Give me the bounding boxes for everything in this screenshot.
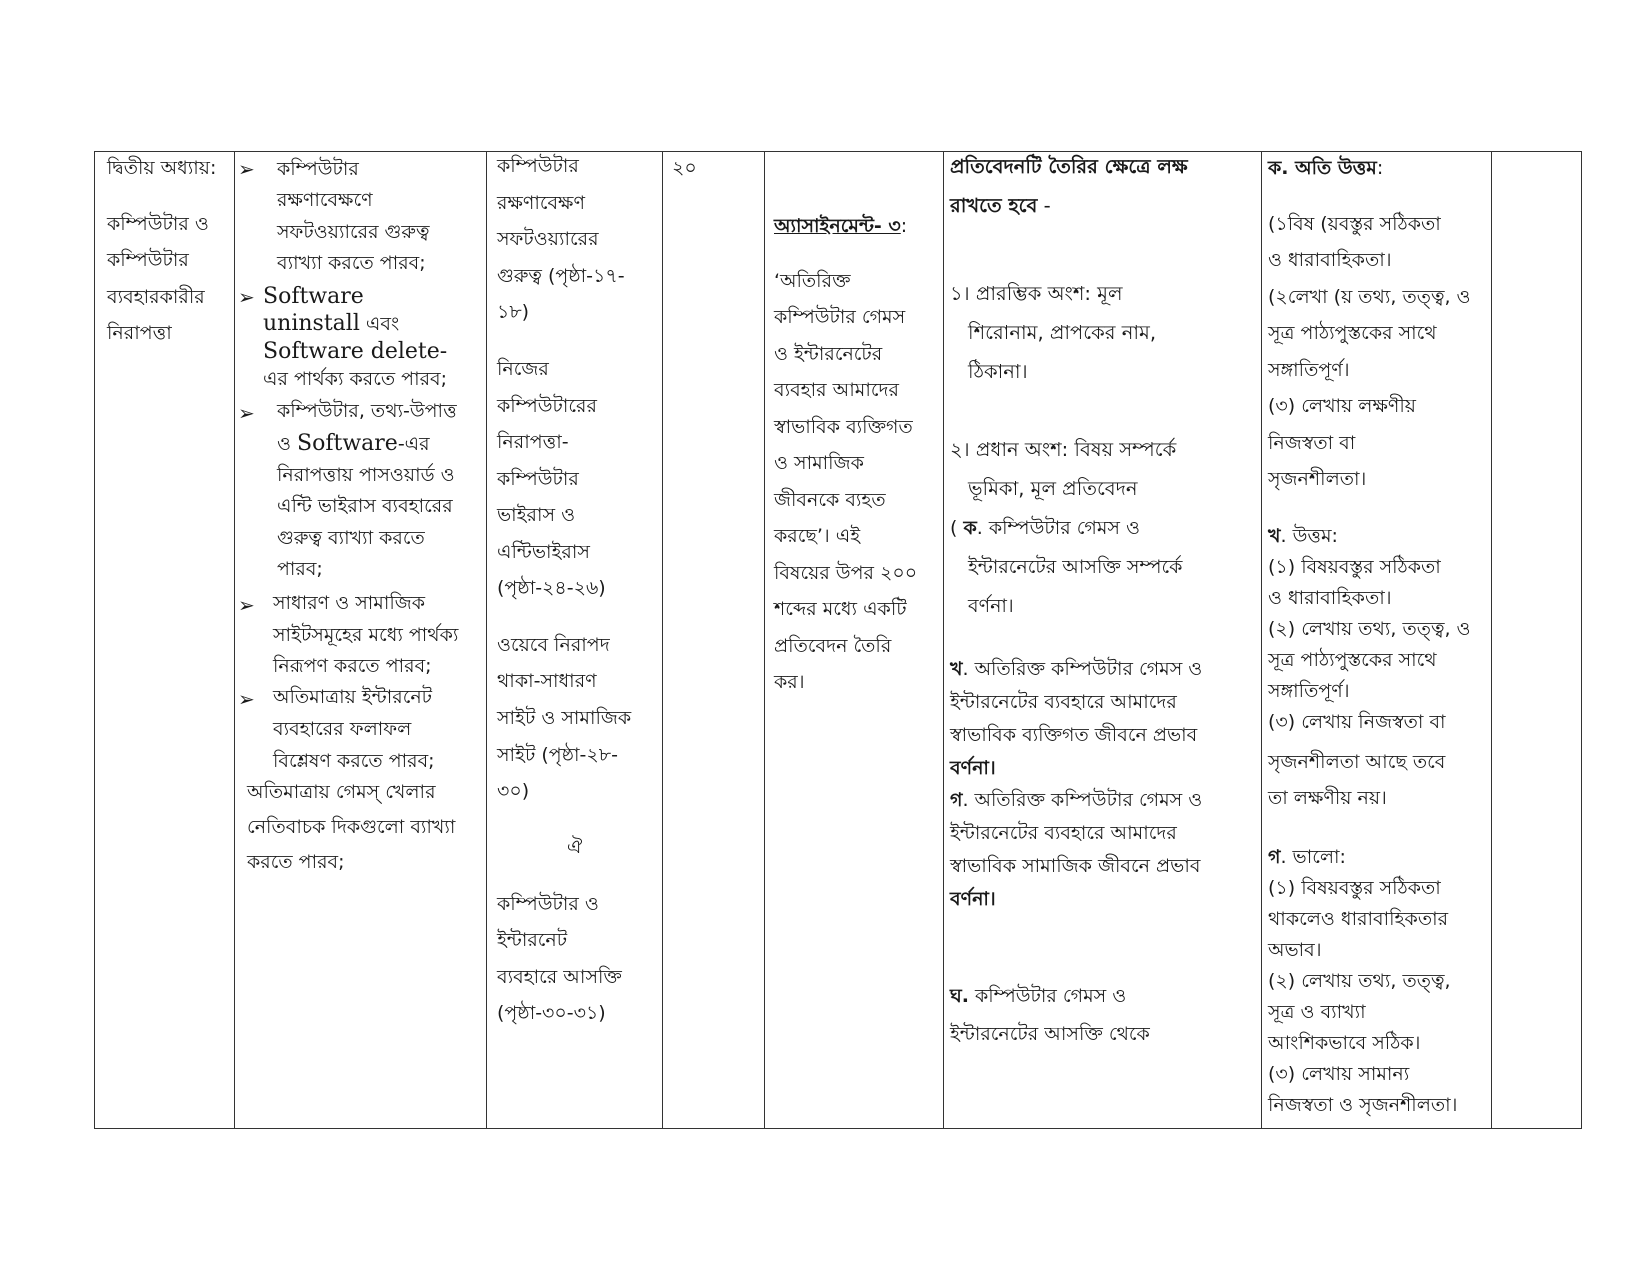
conjunction-text: ও — [277, 433, 291, 455]
col-border — [234, 151, 235, 1129]
col-border — [1581, 151, 1582, 1129]
outcome-line: সাইটসমূহের মধ্যে পার্থক্য — [273, 624, 459, 646]
content-line: সাইট ও সামাজিক — [497, 707, 632, 729]
guideline-line: বর্ণনা। — [968, 595, 1014, 617]
assignment-line: জীবনকে ব্যহত — [774, 489, 886, 511]
guideline-line: খ. অতিরিক্ত কম্পিউটার গেমস ও — [950, 658, 1203, 680]
rubric-line: (১) বিষয়বস্তুর সঠিকতা — [1268, 877, 1441, 899]
conjunction-text: এবং — [365, 313, 400, 335]
content-line: (পৃষ্ঠা-৩০-৩১) — [497, 1002, 606, 1024]
content-line: থাকা-সাধারণ — [497, 670, 597, 692]
content-line: ৩০) — [497, 780, 530, 802]
content-line: ইন্টারনেট — [497, 929, 568, 951]
content-line: ওয়েবে নিরাপদ — [497, 634, 610, 656]
rubric-line: সূত্র ও ব্যাখ্যা — [1268, 1001, 1366, 1023]
arrow-bullet-icon: ➢ — [238, 401, 255, 425]
rubric-line: (২লেখা (য় তথ্য, তত্ত্ব, ও — [1268, 286, 1471, 308]
assignment-line: করছে’। এই — [774, 525, 861, 547]
suffix-text: -এর — [397, 433, 430, 455]
arrow-bullet-icon: ➢ — [238, 687, 255, 711]
rubric-line: তা লক্ষণীয় নয়। — [1268, 787, 1387, 809]
guidelines-heading: প্রতিবেদনটি তৈরির ক্ষেত্রে লক্ষ — [950, 155, 1188, 178]
rubric-line: (৩) লেখায় নিজস্বতা বা — [1268, 711, 1446, 733]
rubric-line: সূত্র পাঠ্যপুস্তকের সাথে — [1268, 649, 1437, 671]
content-line: ভাইরাস ও — [497, 504, 576, 526]
guideline-line: স্বাভাবিক সামাজিক জীবনে প্রভাব — [950, 855, 1201, 877]
point-label: ক — [963, 517, 977, 539]
assignment-line: ব্যবহার আমাদের — [774, 379, 899, 401]
rubric-line: (৩) লেখায় সামান্য — [1268, 1063, 1410, 1085]
guideline-line: গ. অতিরিক্ত কম্পিউটার গেমস ও — [950, 789, 1203, 811]
rubric-line: অভাব। — [1268, 939, 1322, 961]
heading-dash: - — [1037, 194, 1051, 217]
outcome-line: এর পার্থক্য করতে পারব; — [263, 368, 448, 390]
outcome-line — [277, 428, 430, 461]
software-term: Software — [297, 431, 398, 456]
rubric-line: সৃজনশীলতা। — [1268, 468, 1367, 490]
point-label: গ — [950, 789, 963, 811]
col-border — [943, 151, 944, 1129]
rubric-line: নিজস্বতা বা — [1268, 432, 1356, 454]
content-line: গুরুত্ব (পৃষ্ঠা-১৭- — [497, 265, 625, 287]
rubric-grade-label: খ. উত্তম: — [1268, 525, 1338, 547]
rubric-line: (১বিষ (য়বস্তুর সঠিকতা — [1268, 213, 1441, 235]
assignment-line: ও সামাজিক — [774, 452, 864, 474]
point-label: ঘ. — [950, 985, 969, 1007]
software-term: Software — [263, 284, 364, 309]
content-line: (পৃষ্ঠা-২৪-২৬) — [497, 577, 606, 599]
guideline-line: বর্ণনা। — [950, 888, 996, 910]
rubric-line: (১) বিষয়বস্তুর সঠিকতা — [1268, 556, 1441, 578]
rubric-line: নিজস্বতা ও সৃজনশীলতা। — [1268, 1094, 1458, 1116]
guideline-line: ( ক. কম্পিউটার গেমস ও — [950, 517, 1141, 539]
outcome-line: ব্যবহারের ফলাফল — [273, 718, 412, 740]
guideline-line: ঘ. কম্পিউটার গেমস ও — [950, 985, 1127, 1007]
outcome-line: কম্পিউটার — [277, 158, 359, 180]
rubric-line: (২) লেখায় তথ্য, তত্ত্ব, ও — [1268, 618, 1471, 640]
col-border — [486, 151, 487, 1129]
rubric-line: ও ধারাবাহিকতা। — [1268, 249, 1392, 271]
outcome-line: এন্টি ভাইরাস ব্যবহারের — [277, 495, 453, 517]
chapter-title-line: ব্যবহারকারীর — [107, 286, 205, 308]
guidelines-heading: রাখতে হবে - — [950, 194, 1051, 217]
guideline-line: ২। প্রধান অংশ: বিষয় সম্পর্কে — [950, 438, 1177, 461]
col-border — [94, 151, 95, 1129]
col-border — [662, 151, 663, 1129]
outcome-line: নেতিবাচক দিকগুলো ব্যাখ্যা — [247, 816, 456, 838]
outcome-line: গুরুত্ব ব্যাখ্যা করতে — [277, 527, 425, 549]
point-label: খ — [950, 658, 963, 680]
guideline-line: বর্ণনা। — [950, 757, 996, 779]
arrow-bullet-icon: ➢ — [238, 593, 255, 617]
software-term: uninstall — [263, 311, 360, 336]
outcome-line: কম্পিউটার, তথ্য-উপাত্ত — [277, 400, 457, 422]
content-line: সাইট (পৃষ্ঠা-২৮- — [497, 744, 618, 766]
assignment-line: কর। — [774, 671, 805, 693]
rubric-line: সৃজনশীলতা আছে তবে — [1268, 751, 1446, 773]
outcome-line: নিরাপত্তায় পাসওয়ার্ড ও — [277, 464, 455, 486]
rubric-line: সঙ্গাতিপূর্ণ। — [1268, 680, 1350, 702]
rubric-line: আংশিকভাবে সঠিক। — [1268, 1032, 1421, 1054]
rubric-grade-label: গ. ভালো: — [1268, 846, 1346, 868]
assignment-line: বিষয়ের উপর ২০০ — [774, 562, 918, 584]
content-line: কম্পিউটার — [497, 468, 579, 490]
assignment-line: প্রতিবেদন তৈরি — [774, 635, 892, 657]
heading-colon: : — [900, 215, 908, 237]
assignment-line: ‘অতিরিক্ত — [774, 270, 851, 292]
assignment-line: স্বাভাবিক ব্যক্তিগত — [774, 416, 913, 438]
assignment-line: কম্পিউটার গেমস — [774, 306, 906, 328]
content-line: ব্যবহারে আসক্তি — [497, 966, 622, 988]
content-line: রক্ষণাবেক্ষণ — [497, 192, 585, 214]
rubric-line: সূত্র পাঠ্যপুস্তকের সাথে — [1268, 322, 1437, 344]
rubric-line: (২) লেখায় তথ্য, তত্ত্ব, — [1268, 970, 1451, 992]
assignment-line: ও ইন্টারনেটের — [774, 343, 883, 365]
outcome-line: পারব; — [277, 558, 323, 580]
guideline-line: ১। প্রারম্ভিক অংশ: মূল — [950, 282, 1123, 305]
outcome-line: ব্যাখ্যা করতে পারব; — [277, 252, 426, 274]
guideline-line: ইন্টারনেটের আসক্তি থেকে — [950, 1023, 1150, 1045]
chapter-label: দ্বিতীয় অধ্যায়: — [107, 157, 217, 179]
rubric-line: (৩) লেখায় লক্ষণীয় — [1268, 395, 1416, 417]
rubric-grade-label: ক. অতি উত্তম: — [1268, 157, 1384, 179]
col-border — [1261, 151, 1262, 1129]
outcome-line: রক্ষণাবেক্ষণে — [277, 189, 373, 211]
content-line: নিজের — [497, 358, 549, 380]
guideline-line: ভূমিকা, মূল প্রতিবেদন — [968, 477, 1138, 500]
outcome-line: সাধারণ ও সামাজিক — [273, 592, 426, 614]
rubric-line: ও ধারাবাহিকতা। — [1268, 587, 1392, 609]
content-line: সফটওয়্যারের — [497, 228, 599, 250]
guideline-line: ঠিকানা। — [968, 360, 1028, 383]
guideline-line: ইন্টারনেটের ব্যবহারে আমাদের — [950, 822, 1177, 844]
table-bottom-border — [94, 1128, 1582, 1129]
content-line: কম্পিউটারের — [497, 395, 597, 417]
content-line: কম্পিউটার ও — [497, 893, 599, 915]
arrow-bullet-icon: ➢ — [238, 157, 255, 181]
ditto-mark: ঐ — [567, 836, 583, 858]
content-line: কম্পিউটার — [497, 155, 579, 177]
chapter-title-line: কম্পিউটার ও — [107, 213, 209, 235]
col-border — [764, 151, 765, 1129]
outcome-line: নিরূপণ করতে পারব; — [273, 655, 432, 677]
rubric-line: থাকলেও ধারাবাহিকতার — [1268, 908, 1449, 930]
rubric-line: সঙ্গাতিপূর্ণ। — [1268, 359, 1350, 381]
guideline-line: ইন্টারনেটের ব্যবহারে আমাদের — [950, 691, 1177, 713]
content-line: ১৮) — [497, 301, 530, 323]
assignment-heading: অ্যাসাইনমেন্ট- ৩: — [774, 215, 908, 237]
outcome-line: করতে পারব; — [247, 851, 345, 873]
outcome-line: বিশ্লেষণ করতে পারব; — [273, 750, 435, 772]
period-count: ২০ — [672, 157, 697, 179]
content-line: নিরাপত্তা- — [497, 431, 569, 453]
content-line: এন্টিভাইরাস — [497, 541, 590, 563]
software-term: Software delete- — [263, 339, 448, 364]
guideline-line: ইন্টারনেটের আসক্তি সম্পর্কে — [968, 556, 1183, 578]
outcome-line: সফটওয়্যারের গুরুত্ব — [277, 221, 430, 243]
guideline-line: শিরোনাম, প্রাপকের নাম, — [968, 321, 1157, 344]
col-border — [1491, 151, 1492, 1129]
outcome-line: অতিমাত্রায় গেমস্ খেলার — [247, 781, 436, 803]
guideline-line: স্বাভাবিক ব্যক্তিগত জীবনে প্রভাব — [950, 724, 1198, 746]
arrow-bullet-icon: ➢ — [238, 285, 255, 309]
chapter-title-line: নিরাপত্তা — [107, 322, 172, 344]
chapter-title-line: কম্পিউটার — [107, 249, 189, 271]
assignment-line: শব্দের মধ্যে একটি — [774, 598, 907, 620]
outcome-line: অতিমাত্রায় ইন্টারনেট — [273, 686, 433, 708]
